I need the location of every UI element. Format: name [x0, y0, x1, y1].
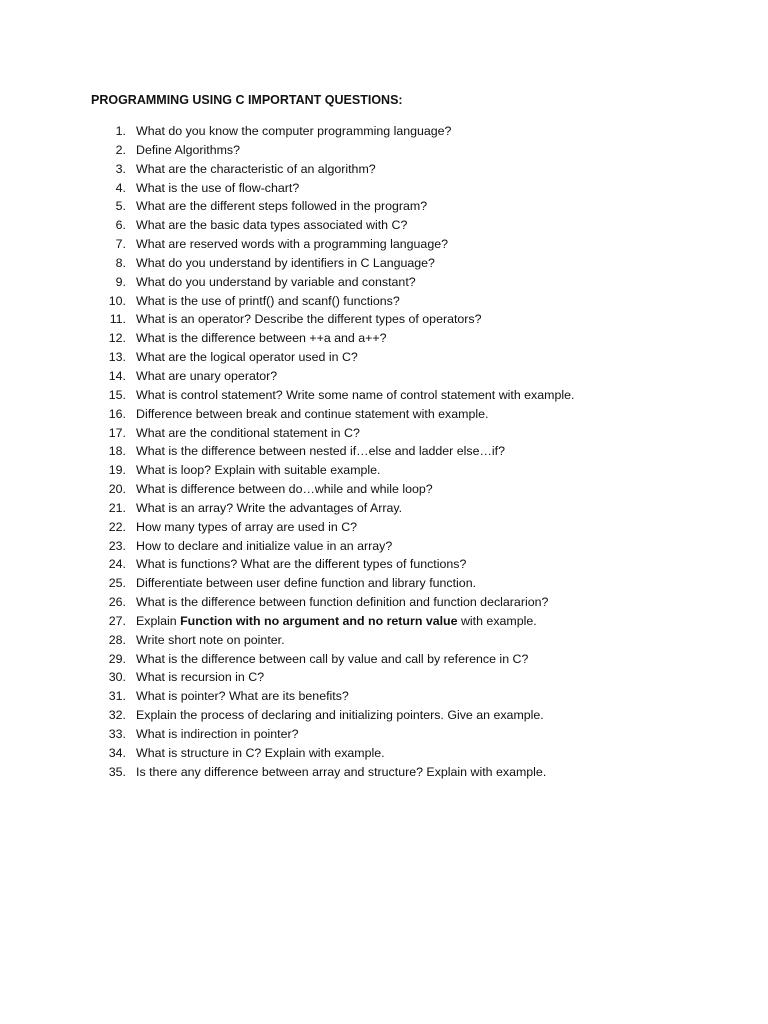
- question-text: Define Algorithms?: [136, 142, 240, 157]
- question-text: Explain the process of declaring and initializing pointers. Give an example.: [136, 708, 544, 723]
- question-number: 35.: [108, 764, 126, 779]
- question-text: Difference between break and continue statement with example.: [136, 406, 489, 421]
- question-item: [100, 405, 740, 424]
- question-text: What is the use of printf() and scanf() functions?: [136, 293, 400, 308]
- question-number: 3.: [115, 161, 126, 176]
- question-text: What is control statement? Write some name of control statement with example.: [136, 387, 575, 402]
- question-text: What are the different steps followed in the program?: [136, 199, 428, 214]
- question-number: 2.: [115, 142, 126, 157]
- question-number: 32.: [108, 708, 126, 723]
- question-text: How many types of array are used in C?: [136, 519, 358, 534]
- question-text: What is loop? Explain with suitable example.: [136, 463, 381, 478]
- question-number: 1.: [115, 124, 126, 138]
- question-item: [100, 537, 740, 556]
- question-number: 25.: [108, 576, 126, 591]
- question-item: [100, 763, 740, 782]
- question-item: [100, 631, 740, 650]
- question-item: [100, 555, 740, 574]
- question-text: What is the difference between function definition and function declararion?: [136, 595, 549, 610]
- question-text: What are unary operator?: [136, 368, 278, 383]
- question-number: 28.: [108, 632, 126, 647]
- question-item: [100, 348, 740, 367]
- question-text-part: with example.: [457, 613, 537, 628]
- question-item: [100, 216, 740, 235]
- question-number: 14.: [108, 368, 126, 383]
- question-item: [100, 480, 740, 499]
- question-number: 10.: [108, 293, 126, 308]
- question-text-part: Explain: [136, 613, 181, 628]
- question-number: 27.: [108, 613, 126, 628]
- question-text: What is the difference between nested if…else and ladder else…if?: [136, 444, 505, 459]
- question-number: 11.: [109, 312, 126, 327]
- question-item: [100, 367, 740, 386]
- question-text: How to declare and initialize value in an array?: [136, 538, 393, 553]
- question-item: [100, 706, 740, 725]
- question-text: Differentiate between user define function and library function.: [136, 576, 477, 591]
- question-number: 4.: [115, 180, 126, 195]
- question-number: 20.: [108, 482, 126, 497]
- question-number: 24.: [108, 557, 126, 572]
- question-item: [100, 424, 740, 443]
- question-number: 31.: [108, 689, 126, 704]
- question-item: [100, 160, 740, 179]
- question-number: 17.: [108, 425, 126, 440]
- question-number: 23.: [108, 538, 126, 553]
- question-text: What are the logical operator used in C?: [136, 350, 358, 365]
- question-number: 34.: [108, 745, 126, 760]
- question-number: 12.: [108, 331, 126, 346]
- question-item: [100, 612, 740, 631]
- question-text: What is recursion in C?: [136, 670, 265, 685]
- question-item: [100, 499, 740, 518]
- question-text: What do you understand by variable and constant?: [136, 274, 416, 289]
- question-number: 18.: [108, 444, 126, 459]
- question-text: What is an operator? Describe the different types of operators?: [136, 312, 482, 327]
- question-item: [100, 668, 740, 687]
- question-number: 26.: [108, 595, 126, 610]
- question-item: [100, 254, 740, 273]
- question-number: 19.: [108, 463, 126, 478]
- document-title: PROGRAMMING USING C IMPORTANT QUESTIONS:: [91, 93, 403, 107]
- question-number: 30.: [108, 670, 126, 685]
- question-text: What are the characteristic of an algorithm?: [136, 161, 376, 176]
- question-item: [100, 518, 740, 537]
- question-number: 9.: [115, 274, 126, 289]
- question-item: [100, 310, 740, 329]
- question-item: [100, 687, 740, 706]
- question-text: What do you know the computer programming language?: [136, 124, 452, 138]
- question-text: What is functions? What are the different types of functions?: [136, 557, 467, 572]
- question-text: What is difference between do…while and while loop?: [136, 482, 433, 497]
- question-number: 22.: [108, 519, 126, 534]
- question-text: What are reserved words with a programming language?: [136, 237, 448, 252]
- question-text: What is the difference between call by value and call by reference in C?: [136, 651, 529, 666]
- question-item: [100, 593, 740, 612]
- question-text: Write short note on pointer.: [136, 632, 285, 647]
- question-item: [100, 273, 740, 292]
- question-number: 29.: [108, 651, 126, 666]
- question-text: Is there any difference between array and structure? Explain with example.: [136, 764, 547, 779]
- question-text: What is an array? Write the advantages of Array.: [136, 500, 403, 515]
- question-item: [100, 574, 740, 593]
- question-number: 7.: [115, 237, 126, 252]
- question-text: What is the difference between ++a and a++?: [136, 331, 387, 346]
- question-item: [100, 122, 740, 141]
- question-text: What is indirection in pointer?: [136, 727, 299, 741]
- question-number: 13.: [108, 350, 126, 365]
- question-list: [100, 122, 740, 782]
- question-number: 33.: [108, 727, 126, 741]
- question-text-emphasis: Function with no argument and no return value: [180, 613, 458, 628]
- question-number: 5.: [115, 199, 126, 214]
- question-item: [100, 197, 740, 216]
- question-item: [100, 179, 740, 198]
- question-text: [136, 612, 537, 631]
- question-item: [100, 386, 740, 405]
- question-item: [100, 292, 740, 311]
- question-number: 8.: [115, 255, 126, 270]
- question-item: [100, 725, 740, 744]
- question-number: 15.: [108, 387, 126, 402]
- question-text: What are the conditional statement in C?: [136, 425, 360, 440]
- question-text: What do you understand by identifiers in C Language?: [136, 255, 435, 270]
- question-number: 6.: [115, 218, 126, 233]
- question-number: 16.: [108, 406, 126, 421]
- question-number: 21.: [108, 500, 126, 515]
- question-item: [100, 744, 740, 763]
- question-item: [100, 442, 740, 461]
- question-text: What is structure in C? Explain with example.: [136, 745, 385, 760]
- question-text: What is the use of flow-chart?: [136, 180, 300, 195]
- question-item: [100, 141, 740, 160]
- question-text: What are the basic data types associated with C?: [136, 218, 408, 233]
- question-text: What is pointer? What are its benefits?: [136, 689, 349, 704]
- question-item: [100, 235, 740, 254]
- question-item: [100, 650, 740, 669]
- question-item: [100, 461, 740, 480]
- question-item: [100, 329, 740, 348]
